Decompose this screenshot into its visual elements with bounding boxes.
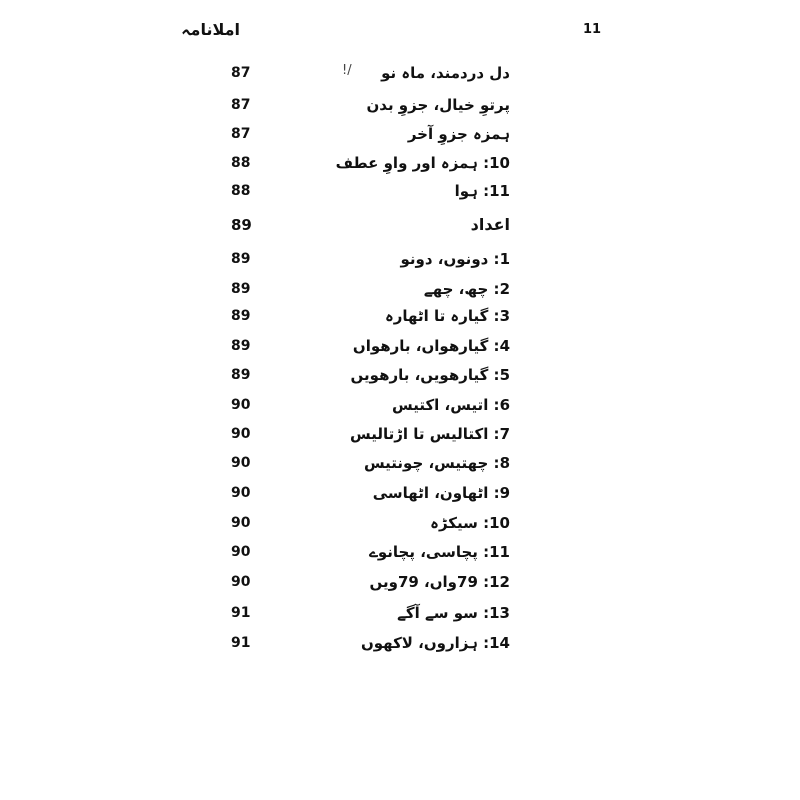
toc-entry-label: 6: اتیس، اکتیس <box>392 396 510 414</box>
toc-entry <box>0 630 800 656</box>
toc-entry-label: 9: اٹھاون، اٹھاسی <box>372 484 510 502</box>
toc-entry <box>0 121 800 147</box>
toc-entry-label: 11: ہوا <box>454 182 510 200</box>
toc-entry-label: 3: گیارہ تا اٹھارہ <box>384 307 510 325</box>
toc-entry-page-number: 87 <box>231 126 251 142</box>
toc-entry <box>0 539 800 565</box>
toc-entry-page-number: 90 <box>231 455 251 471</box>
toc-entry-page-number: 91 <box>231 635 251 651</box>
toc-entry-page-number: 90 <box>231 544 251 560</box>
toc-entry <box>0 450 800 476</box>
toc-entry-page-number: 90 <box>231 574 251 590</box>
stray-pen-mark: !/ <box>342 63 352 78</box>
toc-entry-page-number: 90 <box>231 397 251 413</box>
page-number: 11 <box>583 22 602 37</box>
toc-entry-page-number: 90 <box>231 485 251 501</box>
toc-entry-page-number: 87 <box>231 97 251 113</box>
toc-entry-label: اعداد <box>470 215 510 234</box>
toc-entry-label: 10: سیکڑہ <box>430 514 510 532</box>
toc-entry-page-number: 91 <box>231 605 251 621</box>
toc-entry-label: 10: ہمزہ اور واوِ عطف <box>335 154 510 172</box>
toc-entry-label: ہمزہ جزوِ آخر <box>407 125 510 143</box>
toc-entry <box>0 303 800 329</box>
toc-entry <box>0 60 800 86</box>
toc-entry <box>0 600 800 626</box>
toc-entry <box>0 150 800 176</box>
toc-entry <box>0 333 800 359</box>
toc-entry <box>0 92 800 118</box>
toc-entry-page-number: 89 <box>231 308 251 324</box>
running-title: املانامہ <box>181 20 240 39</box>
toc-entry-page-number: 89 <box>231 338 251 354</box>
toc-entry-page-number: 90 <box>231 426 251 442</box>
toc-entry <box>0 246 800 272</box>
toc-entry-label: 7: اکتالیس تا اڑتالیس <box>350 425 510 443</box>
section-heading-row <box>0 212 800 238</box>
toc-entry-page-number: 88 <box>231 183 251 199</box>
toc-entry-label: 13: سو سے آگے <box>397 604 510 622</box>
toc-entry <box>0 392 800 418</box>
toc-entry-label: 1: دونوں، دونو <box>400 250 510 268</box>
toc-entry <box>0 510 800 536</box>
toc-entry-page-number: 88 <box>231 155 251 171</box>
toc-entry-page-number: 87 <box>231 65 251 81</box>
toc-entry-page-number: 89 <box>231 216 252 234</box>
toc-entry-label: پرتوِ خیال، جزوِ بدن <box>366 96 510 114</box>
toc-entry-label: 2: چھ، چھے <box>423 280 510 298</box>
toc-entry-page-number: 90 <box>231 515 251 531</box>
toc-entry <box>0 480 800 506</box>
toc-entry-label: 5: گیارھویں، بارھویں <box>350 366 510 384</box>
toc-entry <box>0 362 800 388</box>
toc-entry-label: 14: ہزاروں، لاکھوں <box>360 634 510 652</box>
toc-entry-label: دل دردمند، ماہ نو <box>381 64 510 82</box>
toc-entry-label: 4: گیارھواں، بارھواں <box>352 337 510 355</box>
toc-entry-page-number: 89 <box>231 251 251 267</box>
toc-entry <box>0 276 800 302</box>
toc-entry-label: 11: پچاسی، پچانوے <box>369 543 510 561</box>
toc-entry <box>0 421 800 447</box>
toc-entry-page-number: 89 <box>231 367 251 383</box>
toc-entry-label: 12: 79واں، 79ویں <box>369 573 510 591</box>
toc-entry <box>0 178 800 204</box>
toc-entry <box>0 569 800 595</box>
toc-entry-page-number: 89 <box>231 281 251 297</box>
toc-entry-label: 8: چھتیس، چونتیس <box>363 454 510 472</box>
